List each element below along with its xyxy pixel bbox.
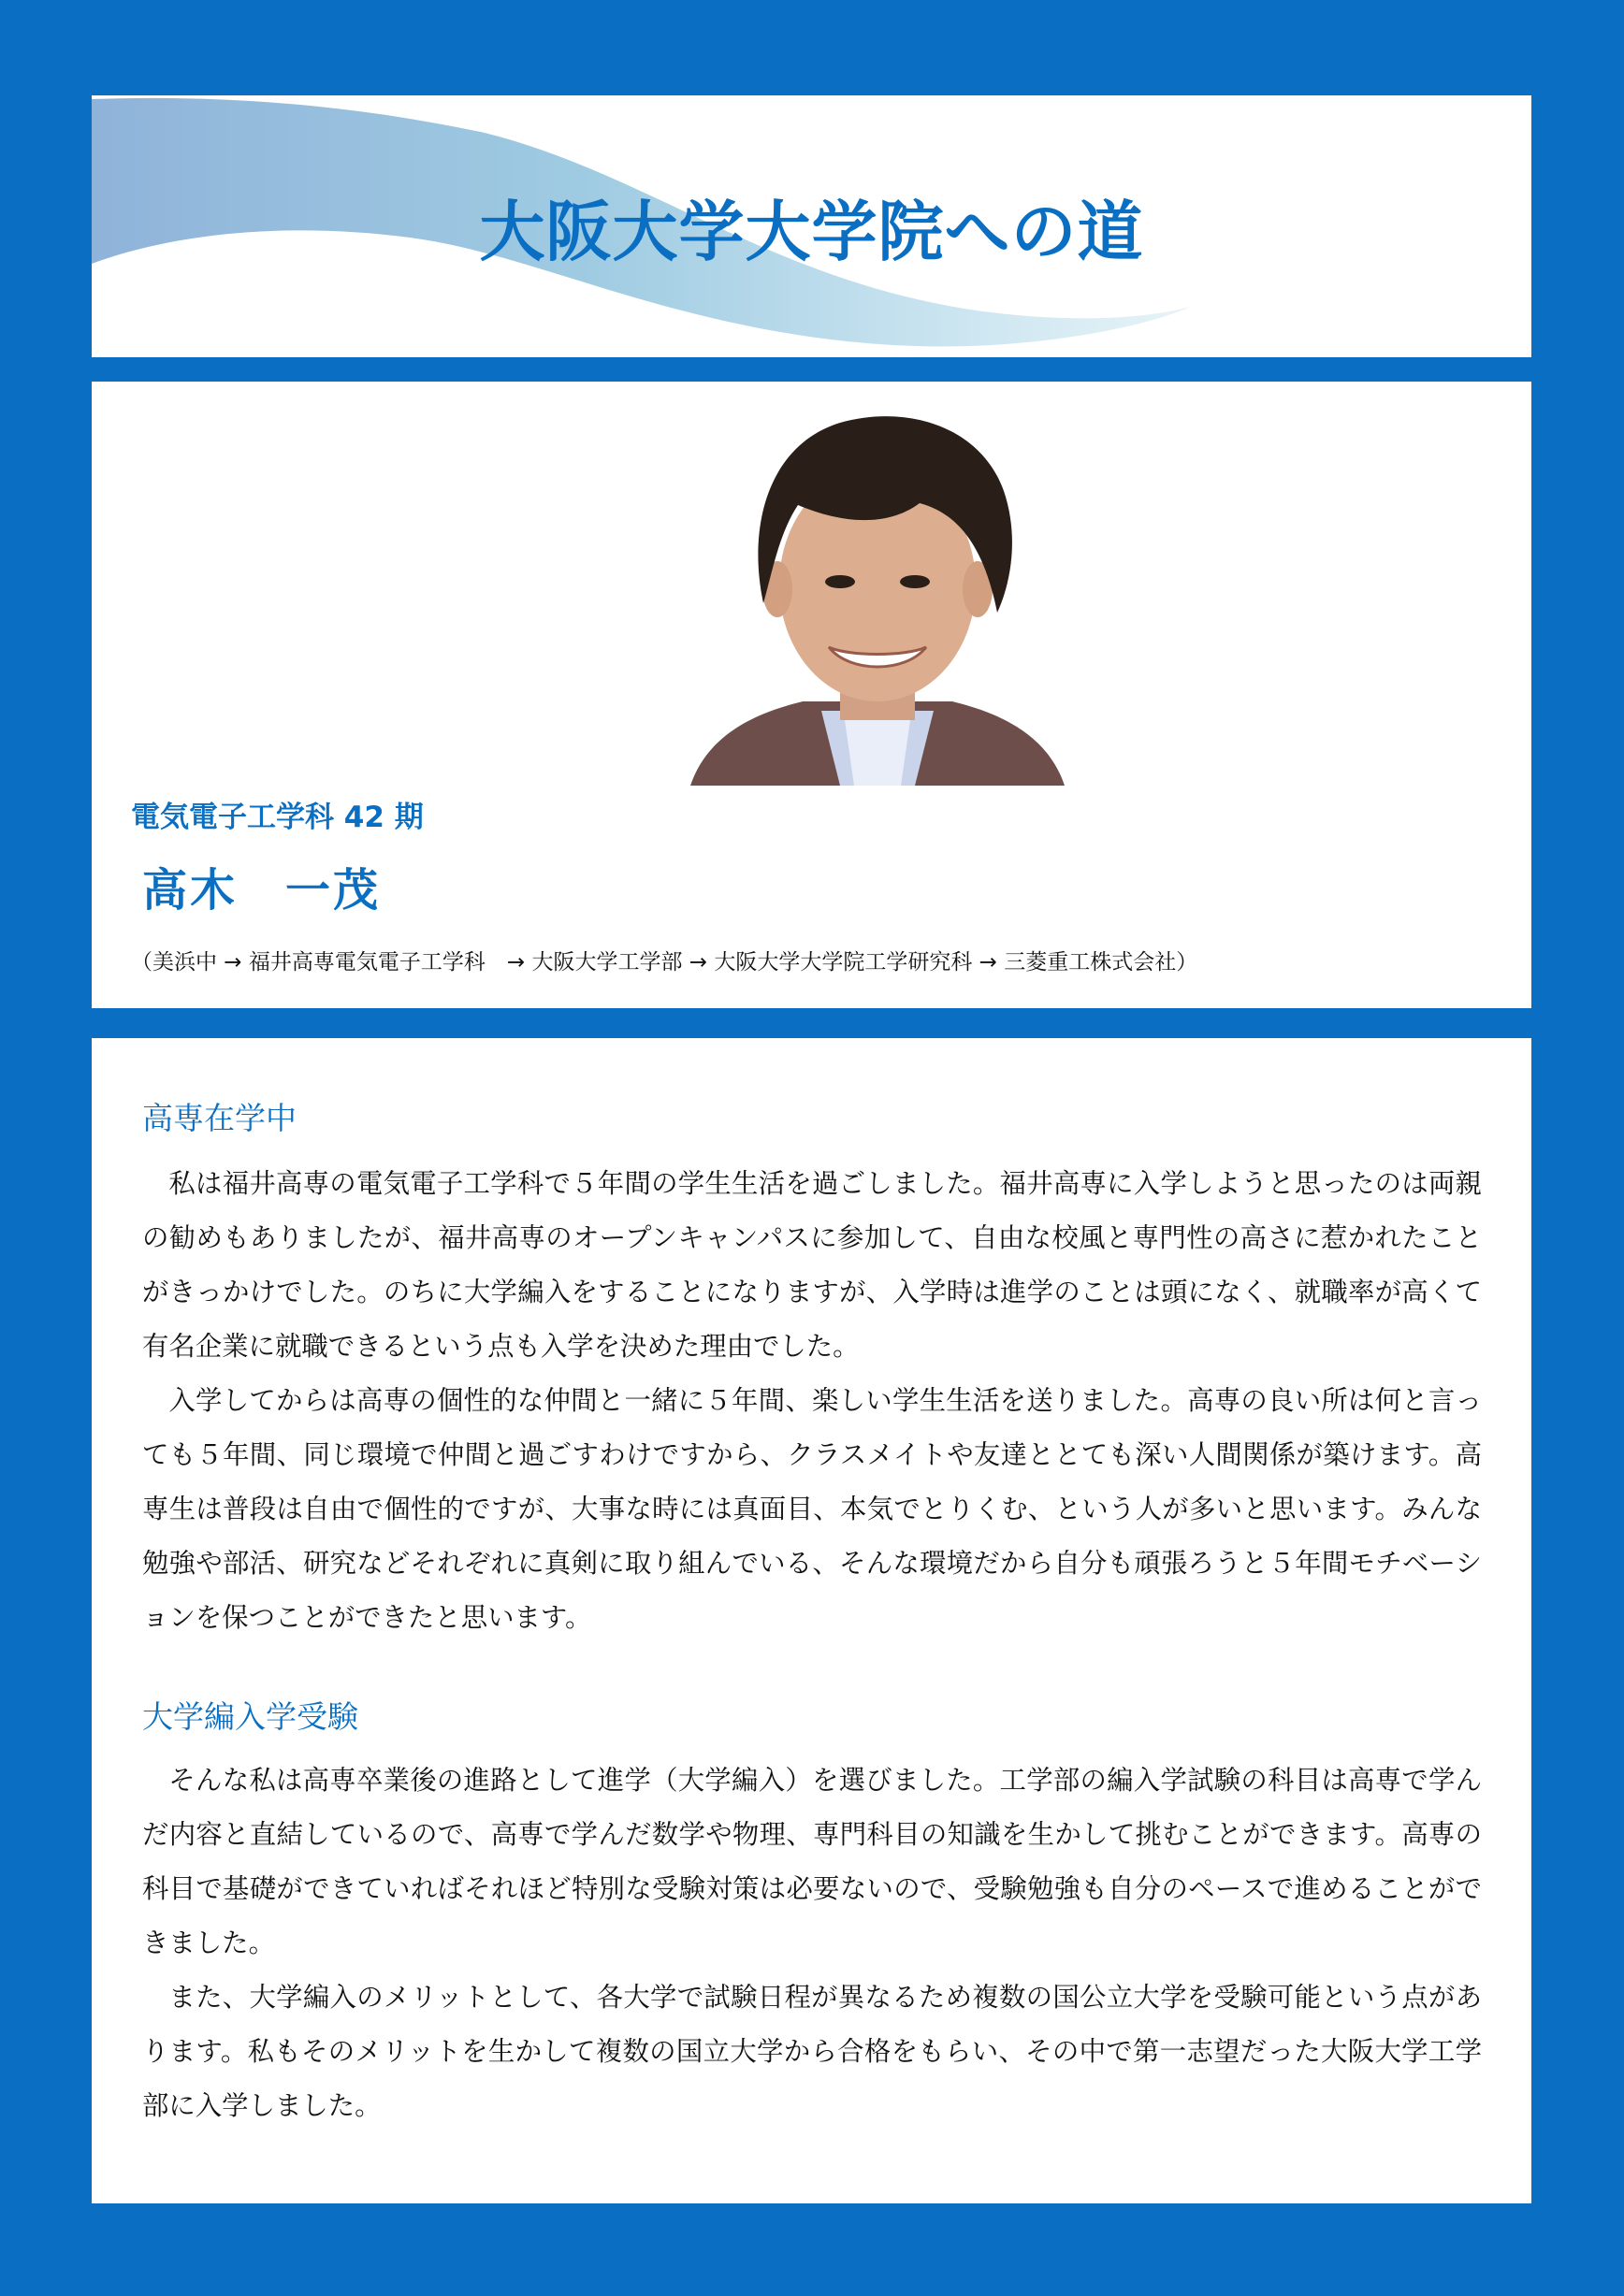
- career-path: （美浜中 → 福井高専電気電子工学科 → 大阪大学工学部 → 大阪大学大学院工学研究科 → 三菱重工株式会社）: [131, 950, 1198, 975]
- content-panel: [92, 1038, 1531, 2203]
- section-heading-kosen: 高専在学中: [142, 1100, 297, 1136]
- person-name: 高木 一茂: [142, 864, 382, 917]
- header-panel: [92, 95, 1531, 357]
- department-label: 電気電子工学科 42 期: [131, 801, 424, 834]
- section-heading-exam: 大学編入学受験: [142, 1698, 358, 1735]
- paragraph: そんな私は高専卒業後の進路として進学（大学編入）を選びました。工学部の編入学試験の科目は高専で学んだ内容と直結しているので、高専で学んだ数学や物理、専門科目の知識を生かして挑むことができます。高専の科目で基礎ができていればそれほど特別な受験対策は必要ないので、受験勉強も自分のペースで進めることができました。: [142, 1765, 1482, 1958]
- profile-panel: [92, 382, 1531, 1008]
- person-portrait-icon: [681, 402, 1074, 786]
- paragraph: 私は福井高専の電気電子工学科で５年間の学生生活を過ごしました。福井高専に入学しようと思ったのは両親の勧めもありましたが、福井高専のオープンキャンパスに参加して、自由な校風と専門性の高さに惹かれたことがきっかけでした。のちに大学編入をすることになりますが、入学時は進学のことは頭になく、就職率が高くて有名企業に就職できるという点も入学を決めた理由でした。: [142, 1168, 1482, 1362]
- paragraph: 入学してからは高専の個性的な仲間と一緒に５年間、楽しい学生生活を送りました。高専の良い所は何と言っても５年間、同じ環境で仲間と過ごすわけですから、クラスメイトや友達ととても深い人間関係が築けます。高専生は普段は自由で個性的ですが、大事な時には真面目、本気でとりくむ、という人が多いと思います。みんな勉強や部活、研究などそれぞれに真剣に取り組んでいる、そんな環境だから自分も頑張ろうと５年間モチベーションを保つことができたと思います。: [142, 1385, 1482, 1633]
- paragraph: また、大学編入のメリットとして、各大学で試験日程が異なるため複数の国公立大学を受験可能という点があります。私もそのメリットを生かして複数の国立大学から合格をもらい、その中で第一志望だった大阪大学工学部に入学しました。: [142, 1982, 1482, 2121]
- page-title: 大阪大学大学院への道: [479, 194, 1144, 270]
